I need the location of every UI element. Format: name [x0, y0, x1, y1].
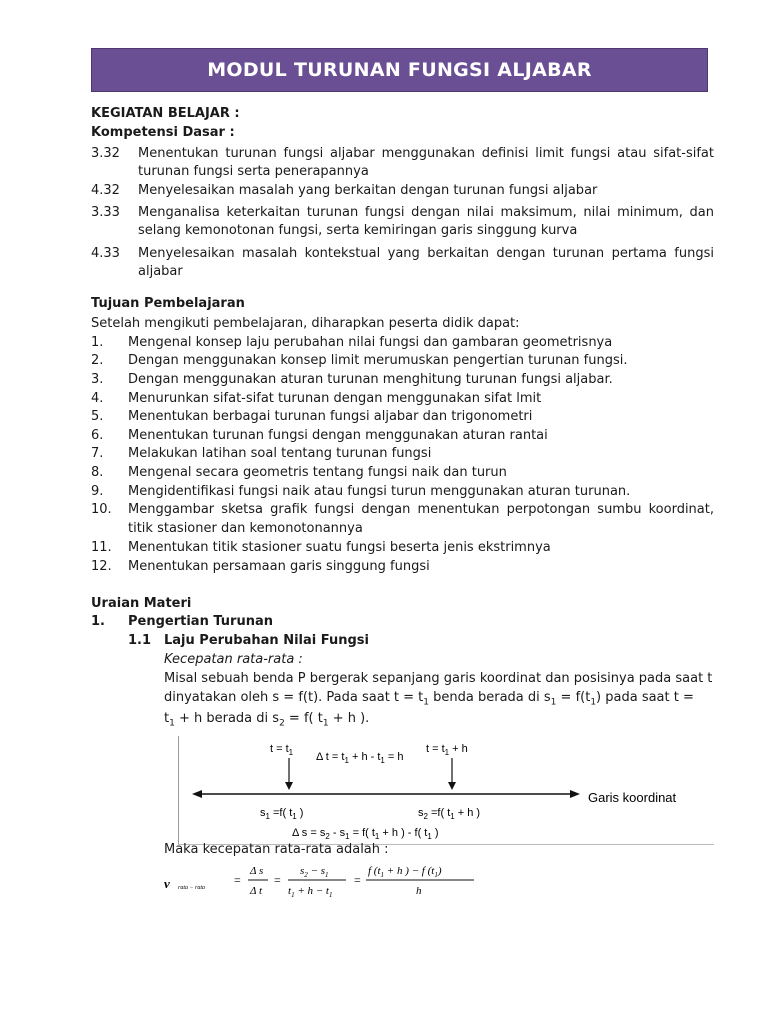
f-numerator: f ($t_1 + h$ ) − f $(t_1)$: [368, 865, 442, 879]
dt-denominator: Δ t: [250, 885, 263, 897]
kd-heading: Kompetensi Dasar :: [91, 125, 235, 140]
paragraph-line: Misal sebuah benda P bergerak sepanjang garis koordinat dan posisinya pada saat t: [164, 671, 713, 686]
tujuan-number: 12.: [91, 559, 112, 574]
module-title: MODUL TURUNAN FUNGSI ALJABAR: [207, 59, 592, 81]
tujuan-number: 8.: [91, 465, 104, 480]
tujuan-number: 1.: [91, 335, 104, 350]
maka-line: Maka kecepatan rata-rata adalah :: [164, 842, 389, 857]
t1h-label: $t = t_1 + h$: [426, 743, 468, 757]
kd-number: 3.33: [91, 205, 120, 220]
kd-number: 4.33: [91, 246, 120, 261]
section-number: 1.: [91, 614, 105, 629]
tujuan-item: Dengan menggunakan konsep limit merumuskan pengertian turunan fungsi.: [128, 353, 628, 368]
tujuan-item: Menurunkan sifat-sifat turunan dengan menggunakan sifat lmit: [128, 391, 542, 406]
tujuan-item: Dengan menggunakan aturan turunan menghitung turunan fungsi aljabar.: [128, 372, 613, 387]
paragraph-line: $t_1 + h$ berada di $s_2 = f$( $t_1 + h$ ).: [164, 711, 370, 729]
arrow-t1-head: [285, 782, 293, 790]
h-denominator: h: [416, 885, 422, 897]
tujuan-number: 3.: [91, 372, 104, 387]
s-numerator: $s_2 - s_1$: [300, 865, 329, 879]
tujuan-number: 5.: [91, 409, 104, 424]
kd-text: Menyelesaikan masalah kontekstual yang berkaitan dengan turunan pertama fungsi: [138, 246, 714, 261]
average-velocity-formula: [160, 860, 490, 904]
t-denominator: $t_1 + h - t_1$: [288, 885, 333, 899]
tujuan-item: Menggambar sketsa grafik fungsi dengan menentukan perpotongan sumbu koordinat,: [128, 502, 714, 517]
garis-koordinat-label: Garis koordinat: [588, 790, 677, 805]
tujuan-number: 11.: [91, 540, 112, 555]
v-subscript: rata − rata: [178, 885, 206, 891]
arrow-t1h-head: [448, 782, 456, 790]
s2-label: $s_2 =f$( $t_1 + h$ ): [418, 807, 481, 821]
equals-1: =: [234, 873, 241, 887]
axis-left-arrow: [192, 790, 202, 798]
tujuan-intro: Setelah mengikuti pembelajaran, diharapkan peserta didik dapat:: [91, 316, 520, 331]
s1-label: $s_1 =f$( $t_1$ ): [260, 807, 304, 821]
tujuan-item: Mengenal secara geometris tentang fungsi naik dan turun: [128, 465, 507, 480]
tujuan-item: Menentukan persamaan garis singgung fungsi: [128, 559, 430, 574]
tujuan-item: Melakukan latihan soal tentang turunan fungsi: [128, 446, 432, 461]
equals-2: =: [274, 873, 281, 887]
tujuan-item: Menentukan berbagai turunan fungsi aljabar dan trigonometri: [128, 409, 533, 424]
tujuan-number: 10.: [91, 502, 112, 517]
axis-right-arrow: [570, 790, 580, 798]
equals-3: =: [354, 873, 361, 887]
tujuan-item: Menentukan titik stasioner suatu fungsi beserta jenis ekstrimnya: [128, 540, 551, 555]
t1-label: $t = t_1$: [270, 743, 294, 757]
section-title: Pengertian Turunan: [128, 614, 273, 629]
kd-text-cont: selang kemonotonan fungsi, serta kemiringan garis singgung kurva: [138, 223, 578, 238]
subsection-title: Laju Perubahan Nilai Fungsi: [164, 633, 369, 648]
kecepatan-label: Kecepatan rata-rata :: [164, 652, 303, 667]
tujuan-number: 4.: [91, 391, 104, 406]
delta-s-label: Δ $s = s_2 - s_1 = f$( $t_1 + h$ ) - f( $t_1$ ): [292, 827, 439, 841]
tujuan-number: 9.: [91, 484, 104, 499]
kegiatan-heading: KEGIATAN BELAJAR :: [91, 106, 240, 121]
kd-text: Menyelesaikan masalah yang berkaitan dengan turunan fungsi aljabar: [138, 183, 598, 198]
tujuan-heading: Tujuan Pembelajaran: [91, 296, 245, 311]
tujuan-number: 2.: [91, 353, 104, 368]
tujuan-number: 7.: [91, 446, 104, 461]
kd-text: Menganalisa keterkaitan turunan fungsi dengan nilai maksimum, nilai minimum, dan: [138, 205, 714, 220]
kd-text: Menentukan turunan fungsi aljabar menggunakan definisi limit fungsi atau sifat-sifat: [138, 146, 714, 161]
ds-numerator: Δ s: [250, 865, 264, 877]
tujuan-item: Menentukan turunan fungsi dengan menggunakan aturan rantai: [128, 428, 548, 443]
kd-number: 3.32: [91, 146, 120, 161]
uraian-heading: Uraian Materi: [91, 596, 192, 611]
kd-text-cont: aljabar: [138, 264, 183, 279]
module-title-banner: [91, 48, 708, 92]
tujuan-number: 6.: [91, 428, 104, 443]
tujuan-item-cont: titik stasioner dan kemonotonannya: [128, 521, 363, 536]
tujuan-item: Mengenal konsep laju perubahan nilai fungsi dan gambaran geometrisnya: [128, 335, 613, 350]
delta-t-label: Δ $t = t_1 + h - t_1 = h$: [316, 751, 404, 765]
paragraph-line: dinyatakan oleh s = f(t). Pada saat $t = t_1$ benda berada di $s_1 = f(t_1)$ pada saat t =: [164, 690, 694, 708]
kd-text-cont: turunan fungsi serta penerapannya: [138, 164, 369, 179]
subsection-number: 1.1: [128, 633, 152, 648]
kd-number: 4.32: [91, 183, 120, 198]
tujuan-item: Mengidentifikasi fungsi naik atau fungsi turun menggunakan aturan turunan.: [128, 484, 631, 499]
coordinate-line-diagram: [178, 736, 714, 846]
v-symbol: v: [164, 876, 170, 891]
